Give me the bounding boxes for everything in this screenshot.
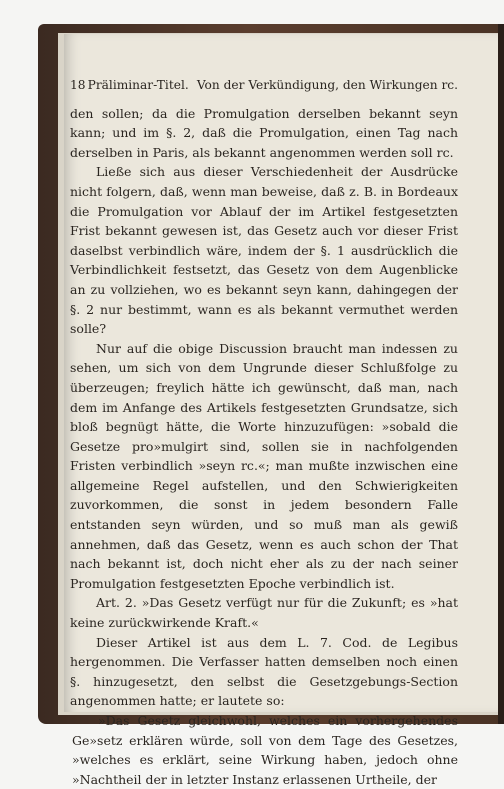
section-title: Präliminar-Titel. bbox=[87, 78, 189, 92]
running-head: Von der Verkündigung, den Wirkungen rc. bbox=[196, 78, 458, 92]
paragraph-4: Dieser Artikel ist aus dem L. 7. Cod. de Legibus hergenommen. Die Verfasser hatten demselben noch einen §. hinzugesetzt, den selbst die Gesetzgebungs-Section angenommen hatte; er lautete so: bbox=[70, 634, 458, 709]
paragraph-1: den sollen; da die Promulgation derselben bekannt seyn kann; und im §. 2, daß die Promulgation, einen Tag nach derselben in Paris, als bekannt angenommen werden soll rc. bbox=[70, 105, 458, 160]
article-2: Art. 2. »Das Gesetz verfügt nur für die Zukunft; es »hat keine zurückwirkende Kraft.« bbox=[70, 595, 458, 631]
page-text bbox=[70, 76, 458, 789]
paragraph-2: Ließe sich aus dieser Verschiedenheit der Ausdrücke nicht folgern, daß, wenn man beweise, daß z. B. in Bordeaux die Promulgation vor Ablauf der im Artikel festgesetzten Frist bekannt gewesen ist, das Gesetz auch vor dieser Frist daselbst verbindlich wäre, indem der §. 1 ausdrücklich die Verbindlichkeit festsetzt, das Gesetz von dem Augenblicke an zu vollziehen, wo es bekannt seyn kann, dahingegen der §. 2 nur bestimmt, wann es als bekannt vermuthet werden solle? bbox=[70, 164, 458, 337]
paragraph-3: Nur auf die obige Discussion braucht man indessen zu sehen, um sich von dem Ungrunde dieser Schlußfolge zu überzeugen; freylich hätte ich gewünscht, daß man, nach dem im Anfange des Artikels festgesetzten Grundsatze, sich bloß begnügt hätte, die Worte hinzuzufügen: »sobald die Gesetze pro»mulgirt sind, sollen sie in nachfolgenden Fristen verbindlich »seyn rc.«; man mußte inzwischen eine allgemeine Regel aufstellen, und den Schwierigkeiten zuvorkommen, die sonst in jedem besondern Falle entstanden seyn würden, und so muß man als gewiß annehmen, daß das Gesetz, wenn es auch schon der That nach bekannt ist, doch nicht eher als zu der nach seiner Promulgation festgesetzten Epoche verbindlich ist. bbox=[70, 340, 458, 591]
quoted-paragraph: »Das Gesetz gleichwohl, welches ein vorhergehendes Ge»setz erklären würde, soll von dem Tage des Gesetzes, »welches es erklärt, seine Wirkung haben, jedoch ohne »Nachtheil der in letzter Instanz erlassenen Urtheile, der bbox=[72, 713, 458, 787]
page-header bbox=[70, 76, 458, 96]
right-edge bbox=[498, 24, 504, 724]
page-number: 18 bbox=[70, 78, 86, 92]
